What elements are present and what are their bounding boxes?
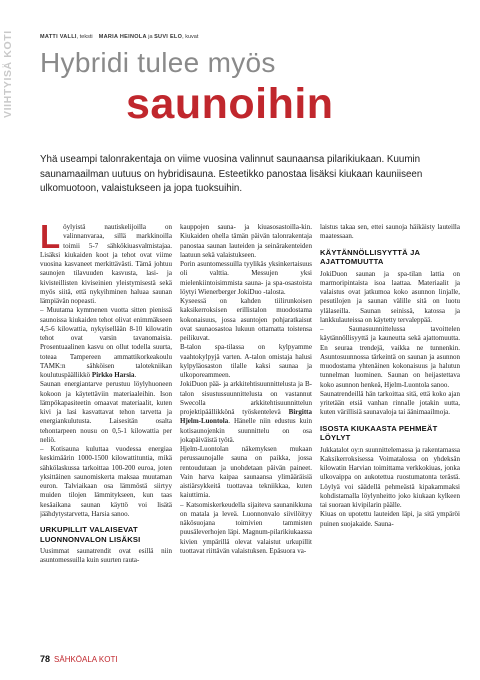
lead-paragraph: Yhä useampi talonrakentaja on viime vuosina valinnut saunaansa pilarikiukaan. Kuumin saunamaailman uutuus on hybridisauna. Esteetikko panostaa lisäksi kiukaan kauniiseen ulkomuotoon, valaistukseen ja jopa tuoksuihin. [40,154,423,194]
body-paragraph: B-talon spa-tilassa on kylpyamme vaahtokylpyjä varten. A-talon omistaja halusi kylpyläosaston tilalle kaksi saunaa ja ulkoporeammeen. [180,343,312,379]
photographer-role: , kuvat [182,34,199,40]
paragraph-text: . Hänelle niin edustus kuin kotisaunojenkin suunnittelu on osa jokapäiväistä työtä. [180,417,312,444]
body-paragraph: Saunan energiantarve perustuu löylyhuoneen kokoon ja käytettäviin materiaaleihin. Ison lämpökapasiteetin omaavat materiaalit, kuten kivi ja lasi kasvattavat tehon tarvetta ja energiankulutusta. Laisesitän osalta tehontarpeen nousu on 0,5-1 kilowattia per neliö. [40,380,172,444]
body-paragraph: Saunatrendeillä hän tarkoittaa sitä, että koko ajan yritetään etsiä vanhan rinnalle jotakin uutta, kuten värillisiä saunavaloja tai äänimaailmoja. [320,389,460,417]
body-paragraph: – Saunasuunnittelussa tavoittelen käytännöllisyyttä ja kauneutta sekä ajattomuutta. En seuraa trendejä, vaikka ne tunnenkin. Asuntosuunnossa tärkeintä on saunan ja asunnon muodostama yhtenäinen kokonaisuus ja halutun tunnelman luominen. Saunan on heijastettava koko asunnon henkeä, Hjelm-Luontola sanoo. [320,325,460,389]
photographer-joiner: ja [146,34,155,40]
article-column-3 [320,223,460,631]
body-paragraph: Kyseessä on kahden tiilirunkoisen kaksikerroksisen erillistalon muodostama kokonaisuus, jossa asuntojen pohjaratkaisut ovat saunaosastoa lukuun ottamatta toistensa peilikuvat. [180,297,312,342]
section-label: VIIHTYISÄ KOTI [2,30,14,118]
subheading: ISOSTA KIUKAASTA PEHMEÄT LÖYLYT [320,423,438,442]
body-paragraph: – Katsomiskerkeudella sijaiteva saunanikkuna on matala ja leveä. Luonnonvalo siivilöityy näkösuojana toimivien tammisten puusäleverhojen läpi. Magnum-pilarikiukaassa kivien ympärillä olevat valaistut urkupillit tuottavat riittävän valaistuksen. Epäsuora va- [180,500,312,555]
body-paragraph: JokiDuon saunan ja spa-tilan lattia on marmoripintaista isoa laattaa. Materiaalit ja valaistus ovat jatkumoa koko asunnon linjalle, pesutilojen ja saunan välille sitä on luotu ylälaseilla. Saunan seinissä, katossa ja lankkulauteissa on käytetty tervaleppää. [320,269,460,324]
byline [40,34,198,40]
subheading: KÄYTÄNNÖLLISYYTTÄ JA AJATTOMUUTTA [320,247,420,266]
person-name: Pirkko Harsia [91,371,135,379]
body-paragraph [40,306,172,380]
writer-role: , teksti [76,34,93,40]
headline-line-1: Hybridi tulee myös [40,47,276,78]
body-paragraph [180,380,312,445]
body-paragraph: kauppojen sauna- ja kiuasosastoilla-kin. Kiukaiden ohella tämän päivän talonrakentaja panostaa saunan lauteiden ja seinärakenteiden laatuun sekä valaistukseen. [180,223,312,259]
paragraph-text: – Muutama kymmenen vuotta sitten pienissä saunoissa kiukaiden tehot olivat enimmäkseen 4,5-6 kilowattia, nykyisellään 8-10 kilowatin tehot ovat varsin tavanomaisia. Prosentuaalinen kasvu on ollut todella suurta, toteaa Tampereen ammattikorkeakoulu TAMK:n sähköisen talotekniikan koulutuspäällikkö [40,306,172,379]
body-paragraph [40,223,172,306]
body-paragraph: Uusimmat saunatrendit ovat esillä niin asuntomessuilla kuin suurten rauta- [40,547,172,565]
body-paragraph: Hjelm-Luontolan näkemyksen mukaan perussaunojalle sauna on paikka, jossa rentoudutaan ja unohdetaan päivän paineet. Vain harva kaipaa saunaansa ylimääräisiä aistiärsykkeitä tuottavaa tekniikkaa, kuten kaiuttimia. [180,445,312,500]
body-paragraph: Porin asuntomessuilla tyylikäs yksinkertaisuus oli valttia. Messujen yksi mielenkiintoisimmista sauna- ja spa-osastoista löytyi Wienerberger JokiDuo -talosta. [180,260,312,296]
subheading: URKUPILLIT VALAISEVAT LUONNONVALON LISÄKSI [40,525,141,544]
page-number: 78 [40,654,51,664]
body-paragraph: – Kotisauna kuluttaa vuodessa energiaa keskimäärin 1000-1500 kilowattituntia, mikä sähkölaskussa tarkoittaa 100-200 euroa, joten yksittäinen saunomiskerta maksaa muutaman euron. Talviaikaan osa lämmöstä siirtyy muiden tilojen lämmitykseen, kun taas kesäaikana saunan käyttö voi lisätä jäähdytystarvetta, Harsia sanoo. [40,445,172,518]
headline-line-2: saunoihin [126,80,334,128]
paragraph-text: öylyistä nautiskelijoilla on valinnanvaraa, sillä markkinoilla toimii 5-7 sähkökiuasvalmistajaa. Lisäksi kiukaiden koot ja tehot ovat viime vuosina kasvaneet merkittävästi. Tämä johtuu saunojen tilavuuden kasvusta, lasi- ja kivisteillisten kiviseinien yleistymisestä sekä myös siitä, että nykyihminen haluaa saunan lämpiävän nopeasti. [40,223,172,305]
photographer-name-1: MARIA HEINOLA [98,34,147,40]
body-paragraph: Kiuas on upotettu lauteiden läpi, ja sitä ympäröi puinen suojakaide. Sauna- [320,510,460,528]
body-paragraph: laistus takaa sen, ettei saunoja häikäisty lauteilla maatessaan. [320,223,460,241]
body-paragraph: Jukkatalot oy:n suunnittelemassa ja rakentamassa Kaksikerroksisessa Voimatalossa on yhdeksän kilowatin Harvian toimittama verkkokiuas, jonka ulkovaippa on aukotettua ruostumatonta terästä. Löylyä voi säädellä pehmeästä kipakammaksi kohdistamalla löylynheitto joko kiukaan kylkeen tai suoraan kivipilarin päälle. [320,445,460,509]
article-column-2 [180,223,312,631]
page-footer [40,654,118,664]
writer-name: MATTI VALLI [40,34,77,40]
paragraph-text: JokiDuon pää- ja arkkitehtisuunnittelusta ja B-talon sisustussuunnittelusta on vastannut Swecolla arkkitehtisuunnittelun projektipäällikkönä työskentelevä [180,380,312,416]
magazine-name: SÄHKÖALA KOTI [54,655,118,664]
article-column-1 [40,223,172,631]
drop-cap: L [40,223,61,255]
person-name: Birgitta Hjelm-Luontola [180,408,312,426]
paragraph-text: . [134,371,137,379]
photographer-name-2: SUVI ELO [154,34,183,40]
